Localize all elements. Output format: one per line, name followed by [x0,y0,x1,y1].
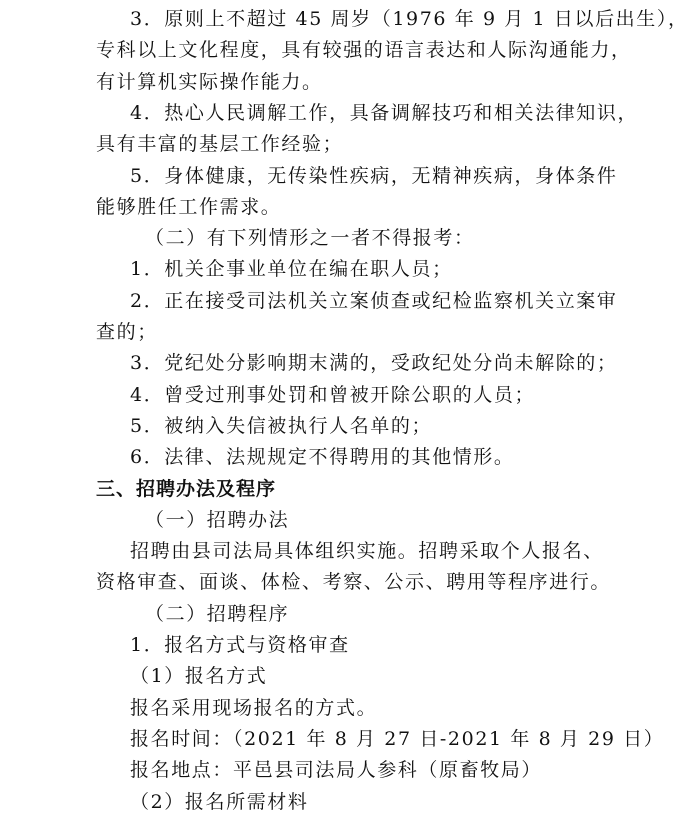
subsection-heading: （一）招聘办法 [145,508,290,531]
paragraph-line: 资格审查、面谈、体检、考察、公示、聘用等程序进行。 [96,571,612,594]
paragraph-line: 5．被纳入失信被执行人名单的； [130,414,433,437]
paragraph-line: 2．正在接受司法机关立案侦查或纪检监察机关立案审 [130,289,618,312]
paragraph-line: （2）报名所需材料 [130,790,309,813]
subsection-heading: （二）招聘程序 [145,602,290,625]
paragraph-line: 3．原则上不超过 45 周岁（1976 年 9 月 1 日以后出生）， [130,8,689,30]
paragraph-line: （1）报名方式 [130,665,268,688]
paragraph-line: 查的； [96,321,158,343]
paragraph-line: 能够胜任工作需求。 [96,195,282,218]
paragraph-line: 报名地点：平邑县司法局人参科（原畜牧局） [130,759,543,782]
paragraph-line: 具有丰富的基层工作经验； [96,133,344,156]
paragraph-line: 报名采用现场报名的方式。 [130,696,378,719]
paragraph-line: 招聘由县司法局具体组织实施。招聘采取个人报名、 [130,540,604,563]
paragraph-line: 4．曾受过刑事处罚和曾被开除公职的人员； [130,383,536,406]
paragraph-line: 5．身体健康，无传染性疾病，无精神疾病，身体条件 [130,164,618,187]
paragraph-line: 6．法律、法规规定不得聘用的其他情形。 [130,446,515,469]
paragraph-line: 4．热心人民调解工作，具备调解技巧和相关法律知识， [130,101,639,124]
section-heading: 三、招聘办法及程序 [96,477,277,500]
paragraph-line: 有计算机实际操作能力。 [96,70,323,93]
paragraph-line: 专科以上文化程度，具有较强的语言表达和人际沟通能力， [96,39,632,62]
paragraph-line: 1．报名方式与资格审查 [130,634,350,656]
paragraph-line: 1．机关企事业单位在编在职人员； [130,258,453,281]
subsection-heading: （二）有下列情形之一者不得报考： [145,227,475,250]
paragraph-line: 3．党纪处分影响期末满的，受政纪处分尚未解除的； [130,352,618,375]
paragraph-line: 报名时间：（2021 年 8 月 27 日-2021 年 8 月 29 日） [130,727,665,750]
